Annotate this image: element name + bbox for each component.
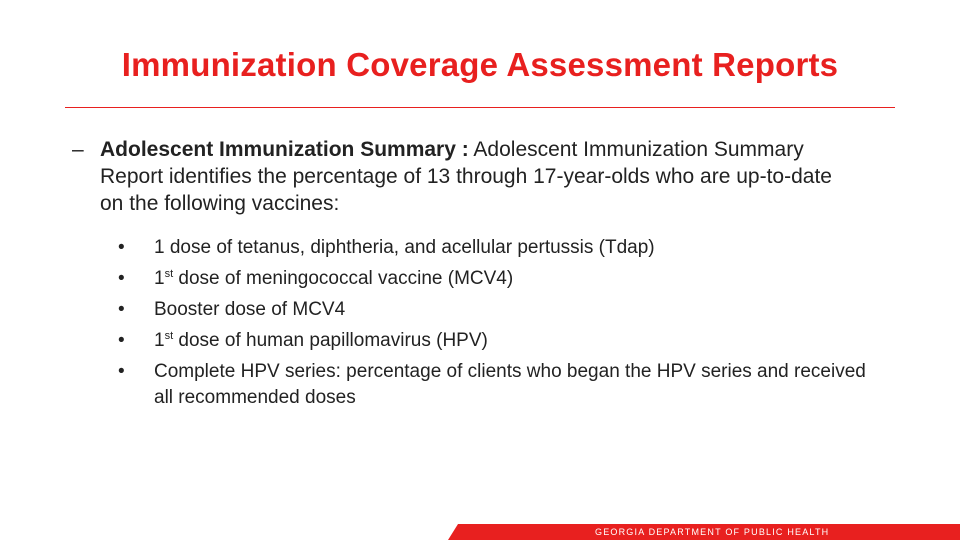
list-item-text: Complete HPV series: percentage of clients who began the HPV series and received all recommended doses [154,361,866,408]
list-item-text-number: 1 [154,330,165,351]
list-item [118,266,888,292]
bullet-icon: • [118,268,125,289]
ordinal-suffix: st [164,330,174,342]
title-divider [65,107,895,108]
footer-text: GEORGIA DEPARTMENT OF PUBLIC HEALTH [595,527,830,537]
list-item [118,328,888,354]
list-item [118,297,888,323]
list-item-text: dose of human papillomavirus (HPV) [173,330,488,351]
list-item-text: 1 dose of tetanus, diphtheria, and acellular pertussis (Tdap) [154,237,655,258]
list-item-text: dose of meningococcal vaccine (MCV4) [173,268,514,289]
bullet-icon: • [118,299,125,320]
ordinal-suffix: st [164,268,174,280]
intro-dash: – [72,138,84,161]
intro-paragraph [100,136,860,217]
intro-heading: Adolescent Immunization Summary : [100,138,469,161]
slide-title: Immunization Coverage Assessment Reports [121,46,839,83]
list-item-text: Booster dose of MCV4 [154,299,346,320]
bullet-icon: • [118,330,125,351]
bullet-icon: • [118,237,125,258]
list-item [118,235,888,261]
list-item-text-number: 1 [154,268,165,289]
intro-text: Adolescent Immunization Summary Report identifies the percentage of 13 through 17-year-olds who are up-to-date on the following vaccines: [100,138,832,215]
bullet-icon: • [118,361,125,382]
list-item [118,359,888,411]
vaccine-list [118,235,888,416]
